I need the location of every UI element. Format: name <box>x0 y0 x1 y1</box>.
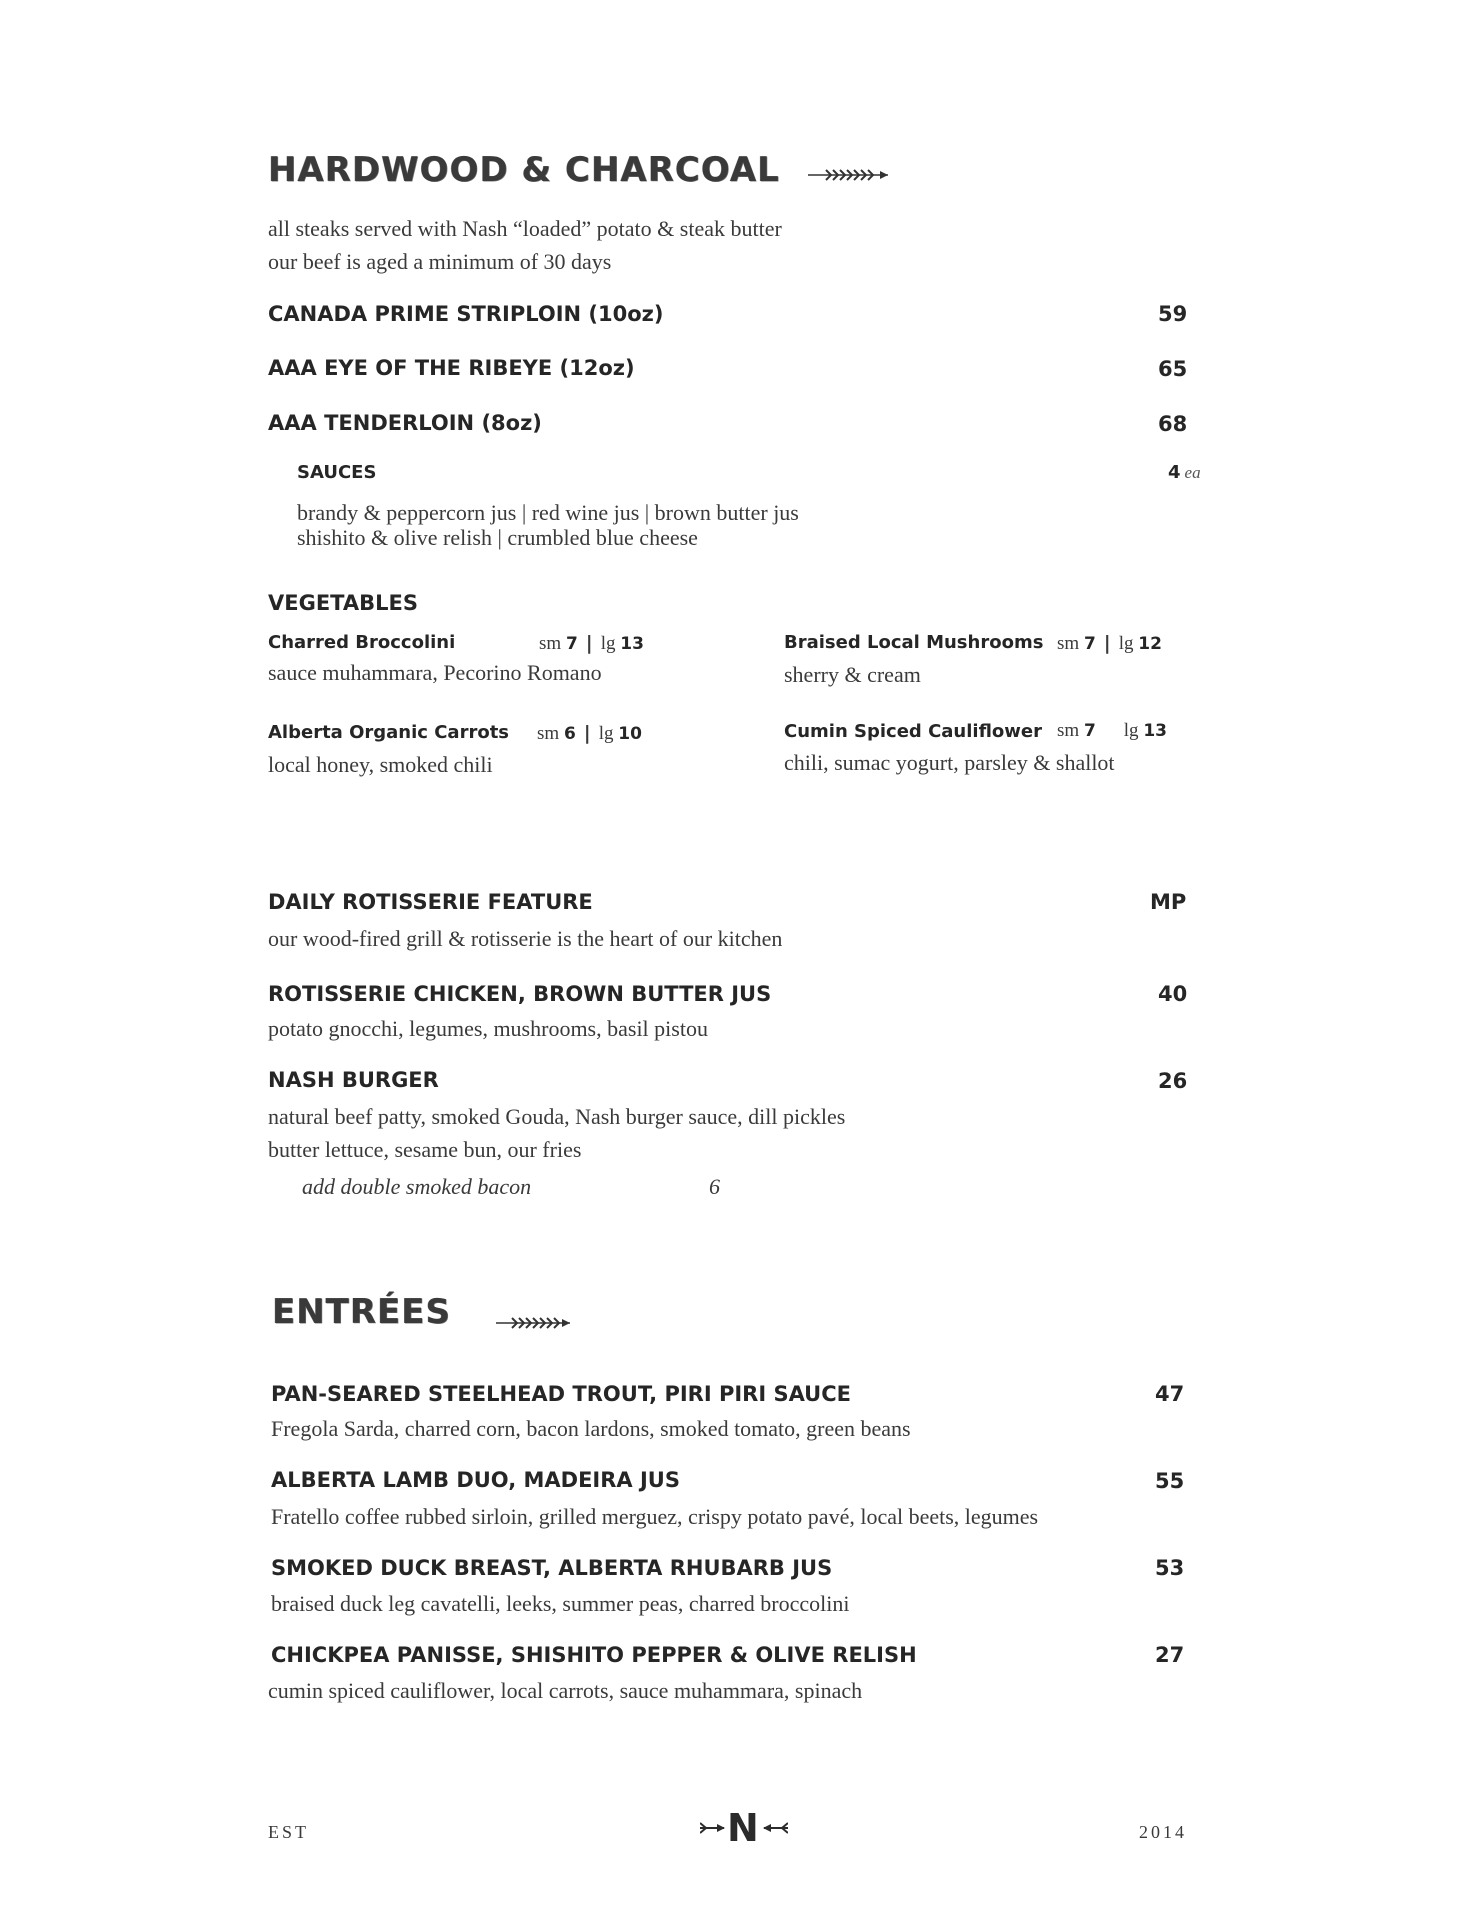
menu-item-price: 26 <box>1158 1069 1188 1093</box>
veg-item-name: Braised Local Mushrooms <box>784 632 1044 653</box>
fletched-arrow-icon <box>808 168 890 182</box>
menu-item-desc: cumin spiced cauliflower, local carrots, sauce muhammara, spinach <box>268 1678 863 1703</box>
veg-item-name: Cumin Spiced Cauliflower <box>784 721 1043 742</box>
veg-item-name: Charred Broccolini <box>268 632 456 653</box>
menu-item-desc: our wood-fired grill & rotisserie is the heart of our kitchen <box>268 926 783 951</box>
footer-est: EST <box>268 1822 310 1842</box>
logo <box>700 1808 790 1848</box>
section-title-hardwood: HARDWOOD & CHARCOAL <box>268 150 780 190</box>
menu-item-name: AAA EYE OF THE RIBEYE (12oz) <box>268 356 635 380</box>
fletched-arrow-icon <box>496 1316 572 1330</box>
vegetables-title: VEGETABLES <box>268 591 418 615</box>
veg-item-desc: local honey, smoked chili <box>268 752 493 777</box>
menu-item-name: ROTISSERIE CHICKEN, BROWN BUTTER JUS <box>268 982 772 1006</box>
addon-price: 6 <box>709 1174 720 1199</box>
logo-letter: N <box>727 1806 759 1850</box>
menu-item-name: AAA TENDERLOIN (8oz) <box>268 411 542 435</box>
intro-line: all steaks served with Nash “loaded” potato & steak butter <box>268 216 782 241</box>
menu-item-desc: potato gnocchi, legumes, mushrooms, basil pistou <box>268 1016 708 1041</box>
menu-item-price: 59 <box>1158 302 1188 326</box>
menu-item-name: NASH BURGER <box>268 1068 439 1092</box>
menu-item-price: 65 <box>1158 357 1188 381</box>
menu-item-desc: butter lettuce, sesame bun, our fries <box>268 1137 582 1162</box>
veg-item-desc: chili, sumac yogurt, parsley & shallot <box>784 750 1115 775</box>
veg-item-price: sm 6 | lg 10 <box>537 722 642 744</box>
menu-item-name: ALBERTA LAMB DUO, MADEIRA JUS <box>271 1468 680 1492</box>
menu-item-price: 27 <box>1155 1643 1185 1667</box>
intro-line: our beef is aged a minimum of 30 days <box>268 249 612 274</box>
menu-item-price: 53 <box>1155 1556 1185 1580</box>
hardwood-intro <box>268 212 782 278</box>
veg-item-desc: sauce muhammara, Pecorino Romano <box>268 660 602 685</box>
arrow-icon <box>700 1822 726 1834</box>
menu-item-name: CANADA PRIME STRIPLOIN (10oz) <box>268 302 664 326</box>
sauces-list: brandy & peppercorn jus | red wine jus | brown butter jus shishito & olive relish | crumbled blue cheese <box>297 500 799 550</box>
section-title-entrees: ENTRÉES <box>272 1292 451 1332</box>
menu-item-name: CHICKPEA PANISSE, SHISHITO PEPPER & OLIVE RELISH <box>271 1643 917 1667</box>
sauces-price: 4 ea <box>1168 462 1201 483</box>
menu-item-name: DAILY ROTISSERIE FEATURE <box>268 890 593 914</box>
veg-item-price: sm 7 | lg 13 <box>539 632 644 654</box>
veg-item-desc: sherry & cream <box>784 662 921 687</box>
sauces-title: SAUCES <box>297 462 377 483</box>
veg-item-price: sm 7 | lg 12 <box>1057 632 1162 654</box>
menu-item-desc: braised duck leg cavatelli, leeks, summer peas, charred broccolini <box>271 1591 850 1616</box>
menu-item-name: PAN-SEARED STEELHEAD TROUT, PIRI PIRI SAUCE <box>271 1382 851 1406</box>
menu-item-desc: natural beef patty, smoked Gouda, Nash burger sauce, dill pickles <box>268 1104 846 1129</box>
menu-item-price: 40 <box>1158 982 1188 1006</box>
menu-item-price: 55 <box>1155 1469 1185 1493</box>
addon-label: add double smoked bacon <box>302 1174 532 1199</box>
menu-item-desc: Fregola Sarda, charred corn, bacon lardons, smoked tomato, green beans <box>271 1416 911 1441</box>
arrow-icon <box>762 1822 788 1834</box>
menu-item-name: SMOKED DUCK BREAST, ALBERTA RHUBARB JUS <box>271 1556 833 1580</box>
menu-item-price: 68 <box>1158 412 1188 436</box>
menu-item-desc: Fratello coffee rubbed sirloin, grilled merguez, crispy potato pavé, local beets, legumes <box>271 1504 1039 1529</box>
menu-item-price: 47 <box>1155 1382 1185 1406</box>
footer-year: 2014 <box>1139 1822 1187 1842</box>
veg-item-name: Alberta Organic Carrots <box>268 722 510 743</box>
menu-item-price: MP <box>1150 890 1187 914</box>
veg-item-price: sm 7 lg 13 <box>1057 720 1167 741</box>
